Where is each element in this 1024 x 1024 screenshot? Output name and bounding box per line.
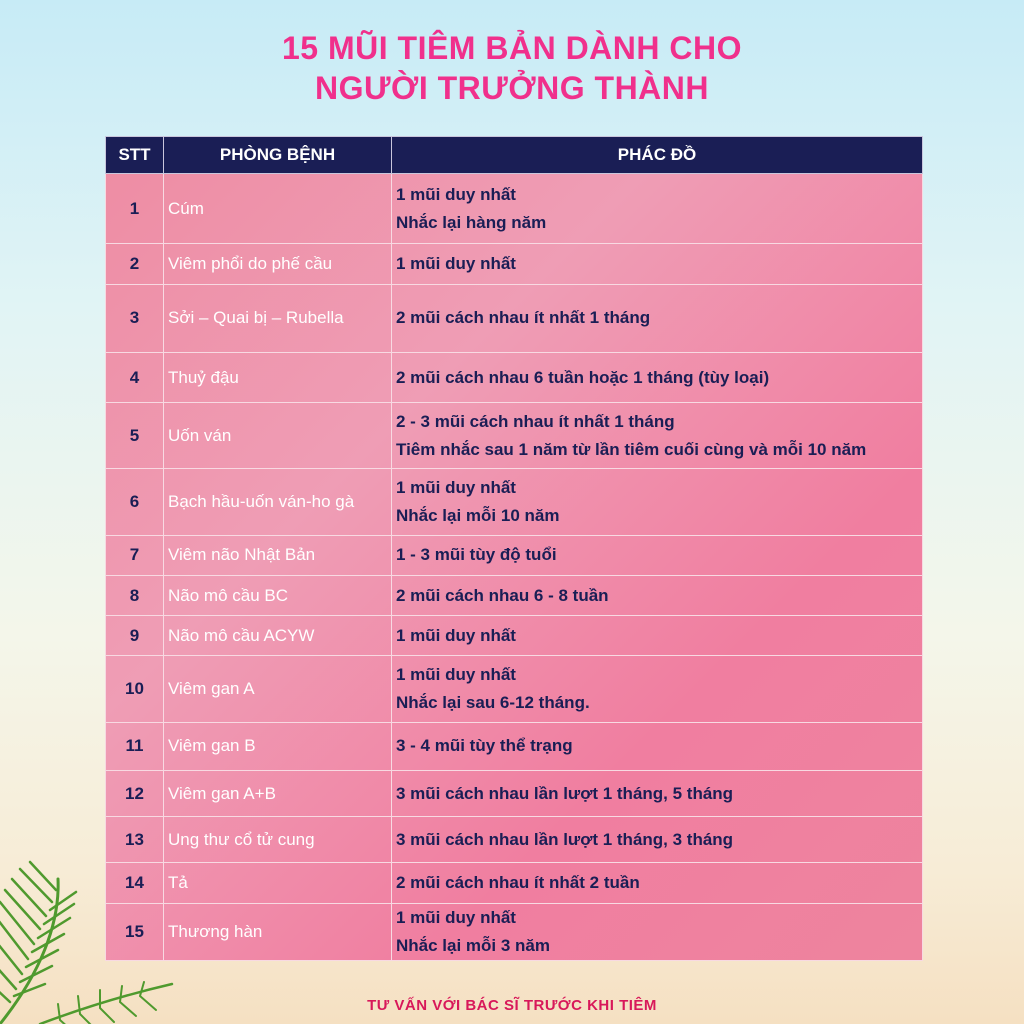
regimen-line: 1 mũi duy nhất — [396, 907, 516, 927]
row-stt: 9 — [106, 616, 164, 656]
regimen-line: 1 mũi duy nhất — [396, 665, 516, 685]
regimen-line: 1 - 3 mũi tùy độ tuổi — [396, 545, 557, 565]
title-line-2: NGƯỜI TRƯỞNG THÀNH — [315, 70, 709, 106]
table-header-row — [106, 137, 923, 174]
regimen-line: 1 mũi duy nhất — [396, 478, 516, 498]
regimen-line: 1 mũi duy nhất — [396, 253, 516, 273]
page-title — [0, 28, 1024, 108]
row-regimen — [392, 817, 923, 863]
vaccine-table — [105, 136, 923, 961]
row-disease: Não mô cầu ACYW — [164, 616, 392, 656]
row-regimen — [392, 284, 923, 352]
header-regimen: PHÁC ĐỒ — [392, 137, 923, 174]
row-regimen — [392, 722, 923, 770]
row-regimen — [392, 535, 923, 575]
table-row — [106, 770, 923, 816]
row-disease: Ung thư cổ tử cung — [164, 817, 392, 863]
row-stt: 8 — [106, 576, 164, 616]
row-regimen — [392, 174, 923, 244]
row-stt: 4 — [106, 352, 164, 402]
table-row — [106, 174, 923, 244]
row-stt: 6 — [106, 469, 164, 535]
header-stt: STT — [106, 137, 164, 174]
regimen-line: Tiêm nhắc sau 1 năm từ lần tiêm cuối cùng và mỗi 10 năm — [396, 439, 867, 459]
row-regimen — [392, 616, 923, 656]
table-row — [106, 535, 923, 575]
table-row — [106, 903, 923, 960]
footer-note: TƯ VẤN VỚI BÁC SĨ TRƯỚC KHI TIÊM — [367, 997, 657, 1014]
row-stt: 3 — [106, 284, 164, 352]
regimen-line: 2 mũi cách nhau 6 - 8 tuần — [396, 585, 609, 605]
table-row — [106, 656, 923, 722]
title-line-1: 15 MŨI TIÊM BẢN DÀNH CHO — [281, 30, 742, 66]
table-row — [106, 576, 923, 616]
row-disease: Viêm gan B — [164, 722, 392, 770]
row-disease: Não mô cầu BC — [164, 576, 392, 616]
row-stt: 14 — [106, 863, 164, 903]
table-row — [106, 244, 923, 284]
row-disease: Thuỷ đậu — [164, 352, 392, 402]
row-disease: Sởi – Quai bị – Rubella — [164, 284, 392, 352]
row-stt: 12 — [106, 770, 164, 816]
row-regimen — [392, 244, 923, 284]
table-row — [106, 817, 923, 863]
regimen-line: 3 mũi cách nhau lần lượt 1 tháng, 5 tháng — [396, 783, 734, 803]
table-row — [106, 863, 923, 903]
row-stt: 11 — [106, 722, 164, 770]
row-disease: Tả — [164, 863, 392, 903]
row-regimen — [392, 403, 923, 469]
regimen-line: 2 mũi cách nhau ít nhất 1 tháng — [396, 308, 651, 328]
row-disease: Thương hàn — [164, 903, 392, 960]
row-disease: Viêm phổi do phế cầu — [164, 244, 392, 284]
regimen-line: Nhắc lại sau 6-12 tháng. — [396, 693, 590, 713]
row-regimen — [392, 656, 923, 722]
row-stt: 13 — [106, 817, 164, 863]
row-stt: 2 — [106, 244, 164, 284]
regimen-line: Nhắc lại mỗi 10 năm — [396, 506, 560, 526]
row-stt: 5 — [106, 403, 164, 469]
regimen-line: 2 mũi cách nhau ít nhất 2 tuần — [396, 873, 640, 893]
table-row — [106, 616, 923, 656]
table-row — [106, 722, 923, 770]
table-row — [106, 284, 923, 352]
row-regimen — [392, 903, 923, 960]
row-stt: 10 — [106, 656, 164, 722]
row-regimen — [392, 770, 923, 816]
regimen-line: 3 mũi cách nhau lần lượt 1 tháng, 3 tháng — [396, 829, 734, 849]
regimen-line: 2 mũi cách nhau 6 tuần hoặc 1 tháng (tùy loại) — [396, 367, 770, 387]
row-regimen — [392, 576, 923, 616]
row-disease: Viêm gan A+B — [164, 770, 392, 816]
regimen-line: 1 mũi duy nhất — [396, 625, 516, 645]
regimen-line: 3 - 4 mũi tùy thể trạng — [396, 736, 573, 756]
table-row — [106, 352, 923, 402]
row-regimen — [392, 352, 923, 402]
row-disease: Viêm não Nhật Bản — [164, 535, 392, 575]
row-stt: 1 — [106, 174, 164, 244]
regimen-line: 2 - 3 mũi cách nhau ít nhất 1 tháng — [396, 411, 675, 431]
header-disease: PHÒNG BỆNH — [164, 137, 392, 174]
table-row — [106, 403, 923, 469]
row-disease: Viêm gan A — [164, 656, 392, 722]
row-disease: Uốn ván — [164, 403, 392, 469]
row-disease: Cúm — [164, 174, 392, 244]
row-disease: Bạch hầu-uốn ván-ho gà — [164, 469, 392, 535]
regimen-line: Nhắc lại mỗi 3 năm — [396, 935, 550, 955]
row-stt: 7 — [106, 535, 164, 575]
regimen-line: Nhắc lại hàng năm — [396, 212, 547, 232]
row-regimen — [392, 469, 923, 535]
row-stt: 15 — [106, 903, 164, 960]
regimen-line: 1 mũi duy nhất — [396, 184, 516, 204]
row-regimen — [392, 863, 923, 903]
table-row — [106, 469, 923, 535]
